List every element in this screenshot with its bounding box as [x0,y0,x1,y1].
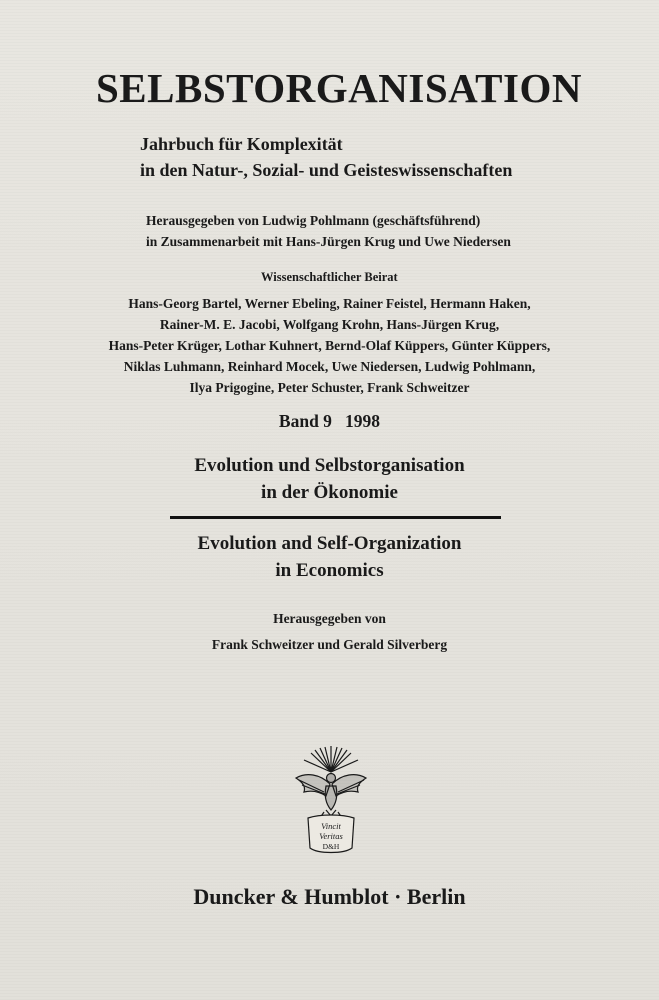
logo-motto-line-2: Veritas [319,831,343,841]
advisory-board-line-2: Rainer-M. E. Jacobi, Wolfgang Krohn, Hans-Jürgen Krug, [159,317,500,332]
title-en-line-2: in Economics [275,560,384,581]
subtitle-line-1: Jahrbuch für Komplexität [140,134,343,154]
volume-editors-heading: Herausgegeben von [273,611,386,626]
subtitle-line-2: in den Natur-, Sozial- und Geisteswissenschaften [140,160,513,180]
volume-year: Band 9 1998 [278,411,381,431]
logo-motto-line-1: Vincit [321,821,341,831]
title-de-line-1: Evolution und Selbstorganisation [194,455,465,476]
series-editors-line-1: Herausgegeben von Ludwig Pohlmann (geschäftsführend) [146,213,481,228]
advisory-board-line-3: Hans-Peter Krüger, Lothar Kuhnert, Bernd-Olaf Küppers, Günter Küppers, [108,338,551,353]
title-divider [170,516,501,519]
series-title: SELBSTORGANISATION [96,65,582,111]
series-editors-line-2: in Zusammenarbeit mit Hans-Jürgen Krug und Uwe Niedersen [146,234,511,249]
volume-editors-names: Frank Schweitzer und Gerald Silverberg [211,637,448,652]
eagle-emblem-icon [290,744,372,856]
advisory-board-heading: Wissenschaftlicher Beirat [261,270,398,284]
publisher: Duncker & Humblot · Berlin [193,884,466,909]
advisory-board-line-1: Hans-Georg Bartel, Werner Ebeling, Rainer Feistel, Hermann Haken, [128,296,531,311]
logo-initials: D&H [322,842,340,851]
advisory-board-line-4: Niklas Luhmann, Reinhard Mocek, Uwe Niedersen, Ludwig Pohlmann, [123,359,536,374]
title-en-line-1: Evolution and Self-Organization [197,533,462,554]
title-de-line-2: in der Ökonomie [261,482,398,503]
advisory-board-line-5: Ilya Prigogine, Peter Schuster, Frank Schweitzer [189,380,470,395]
